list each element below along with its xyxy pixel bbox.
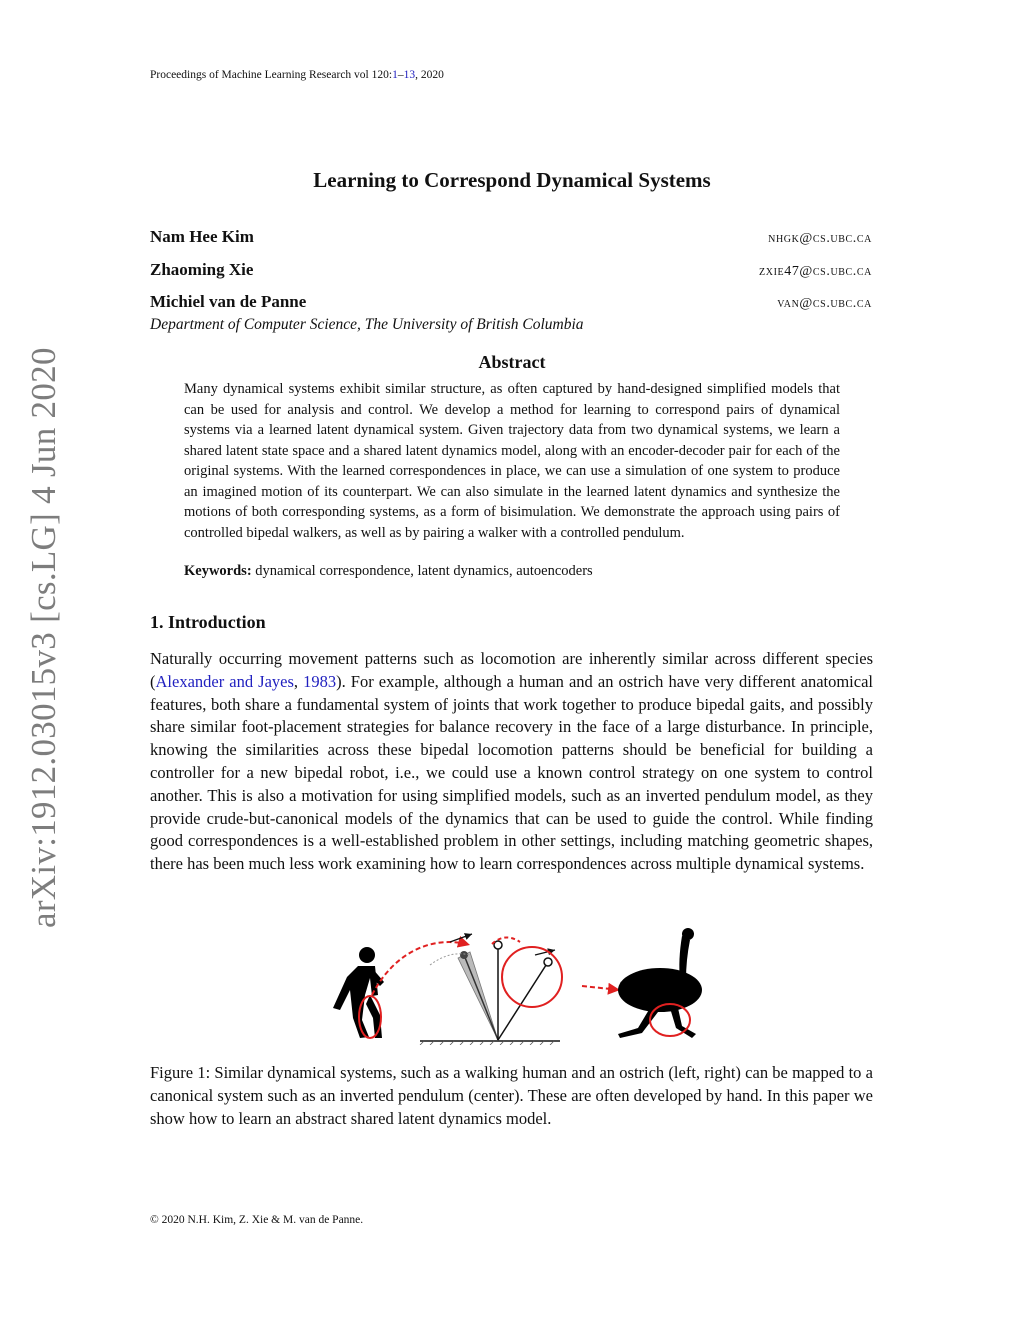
- intro-text-start: Naturally occurring movement patterns such as locomotion are inherently similar across different species (: [150, 649, 873, 691]
- author-email-1: nhgk@cs.ubc.ca: [768, 231, 872, 246]
- intro-text-rest: ). For example, although a human and an ostrich have very different anatomical features, both share a fundamental system of joints that work together to produce bipedal gaits, and possibly share similar foot-placement strategies for balance recovery in the face of a large disturbance. In principle, knowing the similarities across these bipedal locomotion patterns should be beneficial for building a controller for a new bipedal robot, i.e., we could use a known control strategy on one system to control another. This is also a motivation for using simplified models, such as an inverted pendulum model, as they provide crude-but-canonical models of the dynamics that can be used to guide the control. While finding good correspondences is a well-established problem in other settings, including matching geometric shapes, there has been much less work examining how to learn correspondences across multiple dynamical systems.: [150, 671, 873, 874]
- running-header: [150, 69, 444, 81]
- walking-human-icon: [333, 947, 384, 1038]
- author-name-3: Michiel van de Panne: [150, 292, 307, 311]
- affiliation: Department of Computer Science, The University of British Columbia: [150, 316, 584, 333]
- keywords-label: Keywords:: [184, 563, 252, 579]
- page-end-link[interactable]: 13: [403, 69, 416, 81]
- figure-1-illustration: [320, 920, 710, 1045]
- inverted-pendulum-icon: [430, 934, 555, 1040]
- header-year: , 2020: [415, 69, 444, 81]
- correspondence-arrow-right: [582, 986, 620, 990]
- header-text: Proceedings of Machine Learning Research vol 120:: [150, 69, 393, 81]
- page-range-dash: –: [397, 69, 404, 81]
- author-email-2: zxie47@cs.ubc.ca: [759, 264, 872, 279]
- author-email-3: van@cs.ubc.ca: [777, 296, 872, 311]
- introduction-paragraph: [150, 648, 873, 876]
- keywords-text: dynamical correspondence, latent dynamics, autoencoders: [255, 563, 593, 579]
- citation-separator: ,: [293, 671, 304, 691]
- citation-authors-link[interactable]: Alexander and Jayes: [155, 671, 294, 691]
- citation-year-link[interactable]: 1983: [303, 671, 337, 691]
- section-heading-introduction: 1. Introduction: [150, 612, 266, 632]
- copyright-notice: © 2020 N.H. Kim, Z. Xie & M. van de Panne.: [150, 1214, 364, 1226]
- abstract-body: Many dynamical systems exhibit similar structure, as often captured by hand-designed simplified models that can be used for analysis and control. We develop a method for learning to correspond pairs of dynamical systems via a learned latent dynamical system. Given trajectory data from two dynamical systems, we learn a shared latent state space and a shared latent dynamics model, along with an encoder-decoder pair for each of the original systems. With the learned correspondences in place, we can use a simulation of one system to produce an imagined motion of its counterpart. We can also simulate in the learned latent dynamics and synthesize the motions of both corresponding systems, as a form of bisimulation. We demonstrate the approach using pairs of controlled bipedal walkers, as well as by pairing a walker with a controlled pendulum.: [184, 381, 840, 541]
- pendulum-circle: [502, 947, 562, 1007]
- paper-title: Learning to Correspond Dynamical Systems: [313, 168, 711, 192]
- correspondence-arrow-left: [372, 942, 470, 995]
- abstract-heading: Abstract: [478, 352, 546, 372]
- keywords-line: [184, 563, 593, 580]
- arxiv-stamp: arXiv:1912.03015v3 [cs.LG] 4 Jun 2020: [24, 347, 63, 928]
- author-name-2: Zhaoming Xie: [150, 260, 254, 279]
- page-start-link[interactable]: 1: [392, 69, 398, 81]
- author-name-1: Nam Hee Kim: [150, 227, 254, 246]
- figure-caption: Figure 1: Similar dynamical systems, such as a walking human and an ostrich (left, right) can be mapped to a canonical system such as an inverted pendulum (center). These are often developed by hand. In this paper we show how to learn an abstract shared latent dynamics model.: [150, 1063, 873, 1128]
